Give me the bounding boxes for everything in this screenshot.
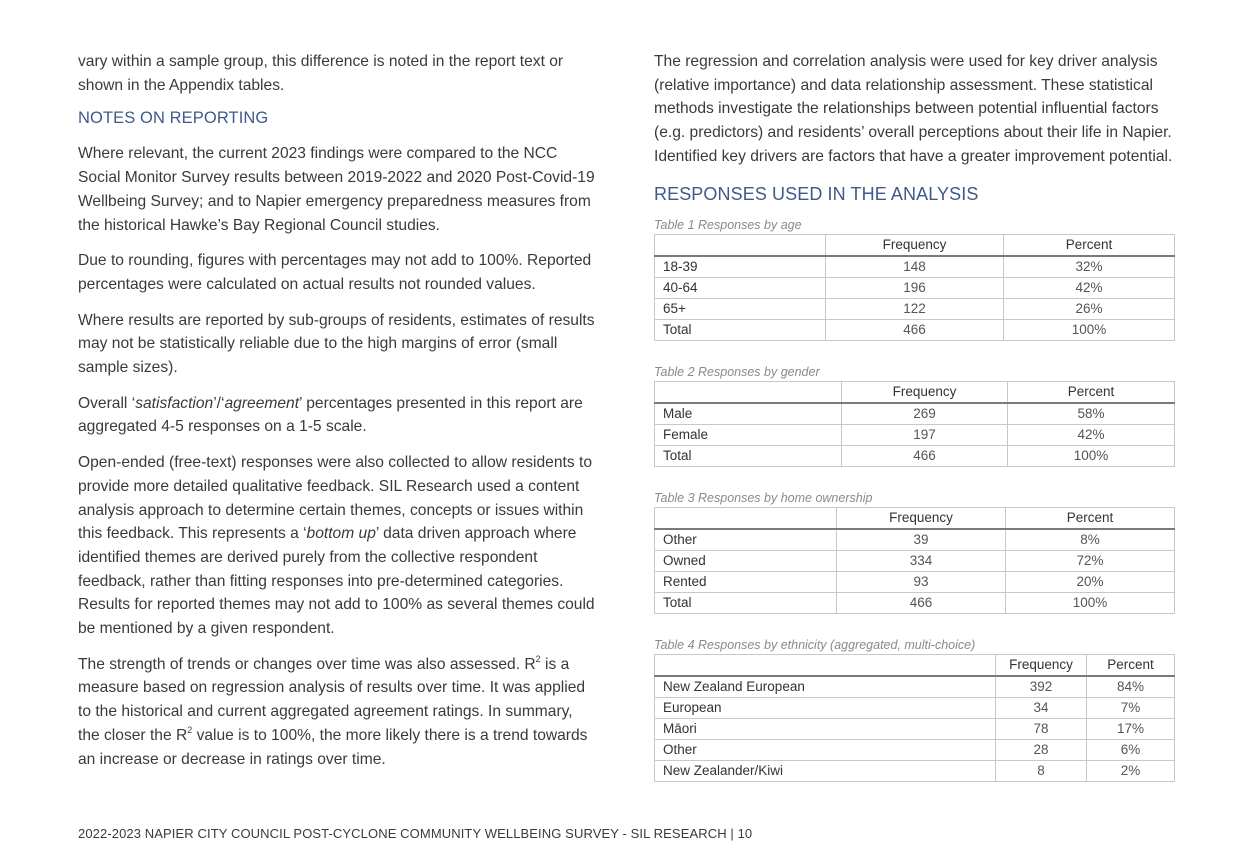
table-ownership-block bbox=[654, 490, 1174, 614]
table-header-frequency: Frequency bbox=[837, 507, 1006, 529]
table-header-blank bbox=[655, 654, 996, 676]
left-column bbox=[78, 50, 598, 783]
table-header-blank bbox=[655, 507, 837, 529]
table-row: 18-39 148 32% bbox=[655, 256, 1175, 278]
table-row: Male 269 58% bbox=[655, 403, 1175, 425]
table-header-frequency: Frequency bbox=[826, 234, 1004, 256]
table-age bbox=[654, 234, 1175, 341]
table-row: Māori 78 17% bbox=[655, 718, 1175, 739]
table-row: 65+ 122 26% bbox=[655, 298, 1175, 319]
table-header-frequency: Frequency bbox=[842, 381, 1008, 403]
open-ended-paragraph: Open-ended (free-text) responses were also collected to allow residents to provide more detailed qualitative feedback. SIL Research used a content analysis approach to determine certain themes, concepts or issues within this feedback. This represents a ‘bottom up’ data driven approach where identified themes are derived purely from the collective respondent feedback, rather than fitting responses into pre-determined categories. Results for reported themes may not add to 100% as several themes could be mentioned by a given respondent. bbox=[78, 454, 595, 638]
table-row: Other 39 8% bbox=[655, 529, 1175, 551]
regression-paragraph: The regression and correlation analysis were used for key driver analysis (relative importance) and data relationship assessment. These statistical methods investigate the relationships between potential influential factors (e.g. predictors) and residents’ overall perceptions about their life in Napier. Identified key drivers are factors that have a greater improvement potential. bbox=[654, 53, 1173, 165]
table-header-blank bbox=[655, 234, 826, 256]
table-row: European 34 7% bbox=[655, 697, 1175, 718]
trend-paragraph: The strength of trends or changes over time was also assessed. $R^2$ is a measure based on regression analysis of results over time. It was applied to the historical and current aggregated agreement ratings. In summary, the closer the $R^2$ value is to 100%, the more likely there is a trend towards an increase or decrease in ratings over time. bbox=[78, 653, 588, 768]
table-row: Total 466 100% bbox=[655, 319, 1175, 340]
subgroups-paragraph: Where results are reported by sub-groups of residents, estimates of results may not be statistically reliable due to the high margins of error (small sample sizes). bbox=[78, 311, 595, 377]
satisfaction-paragraph: Overall ‘satisfaction’/‘agreement’ percentages presented in this report are aggregated 4-5 responses on a 1-5 scale. bbox=[78, 394, 583, 436]
table-ownership bbox=[654, 507, 1175, 614]
right-column bbox=[654, 50, 1174, 805]
notes-heading: NOTES ON REPORTING bbox=[78, 109, 269, 128]
table-header-percent: Percent bbox=[1006, 507, 1175, 529]
responses-heading: RESPONSES USED IN THE ANALYSIS bbox=[654, 183, 979, 204]
table-header-percent: Percent bbox=[1004, 234, 1175, 256]
rounding-paragraph: Due to rounding, figures with percentages may not add to 100%. Reported percentages were calculated on actual results not rounded values. bbox=[78, 252, 592, 293]
table-header-percent: Percent bbox=[1008, 381, 1175, 403]
table-caption: Table 2 Responses by gender bbox=[654, 364, 820, 379]
table-header-percent: Percent bbox=[1087, 654, 1175, 676]
table-row: New Zealander/Kiwi 8 2% bbox=[655, 760, 1175, 781]
table-caption: Table 3 Responses by home ownership bbox=[654, 490, 873, 505]
table-ethnicity-block bbox=[654, 637, 1174, 782]
table-gender-block bbox=[654, 364, 1174, 467]
table-row: Owned 334 72% bbox=[655, 550, 1175, 571]
table-row: Rented 93 20% bbox=[655, 571, 1175, 592]
intro-paragraph: vary within a sample group, this difference is noted in the report text or shown in the Appendix tables. bbox=[78, 53, 564, 94]
table-age-block bbox=[654, 217, 1174, 341]
page-footer: 2022-2023 NAPIER CITY COUNCIL POST-CYCLONE COMMUNITY WELLBEING SURVEY - SIL RESEARCH | 10 bbox=[78, 826, 753, 841]
table-row: 40-64 196 42% bbox=[655, 277, 1175, 298]
table-header-frequency: Frequency bbox=[996, 654, 1087, 676]
table-row: Other 28 6% bbox=[655, 739, 1175, 760]
table-header-blank bbox=[655, 381, 842, 403]
table-ethnicity bbox=[654, 654, 1175, 782]
table-caption: Table 1 Responses by age bbox=[654, 217, 802, 232]
table-row: Total 466 100% bbox=[655, 445, 1175, 466]
table-caption: Table 4 Responses by ethnicity (aggregated, multi-choice) bbox=[654, 637, 976, 652]
table-row: Total 466 100% bbox=[655, 592, 1175, 613]
table-row: New Zealand European 392 84% bbox=[655, 676, 1175, 698]
table-gender bbox=[654, 381, 1175, 467]
comparison-paragraph: Where relevant, the current 2023 findings were compared to the NCC Social Monitor Survey results between 2019-2022 and 2020 Post-Covid-19 Wellbeing Survey; and to Napier emergency preparedness measures from the historical Hawke’s Bay Regional Council studies. bbox=[78, 145, 595, 234]
table-row: Female 197 42% bbox=[655, 424, 1175, 445]
